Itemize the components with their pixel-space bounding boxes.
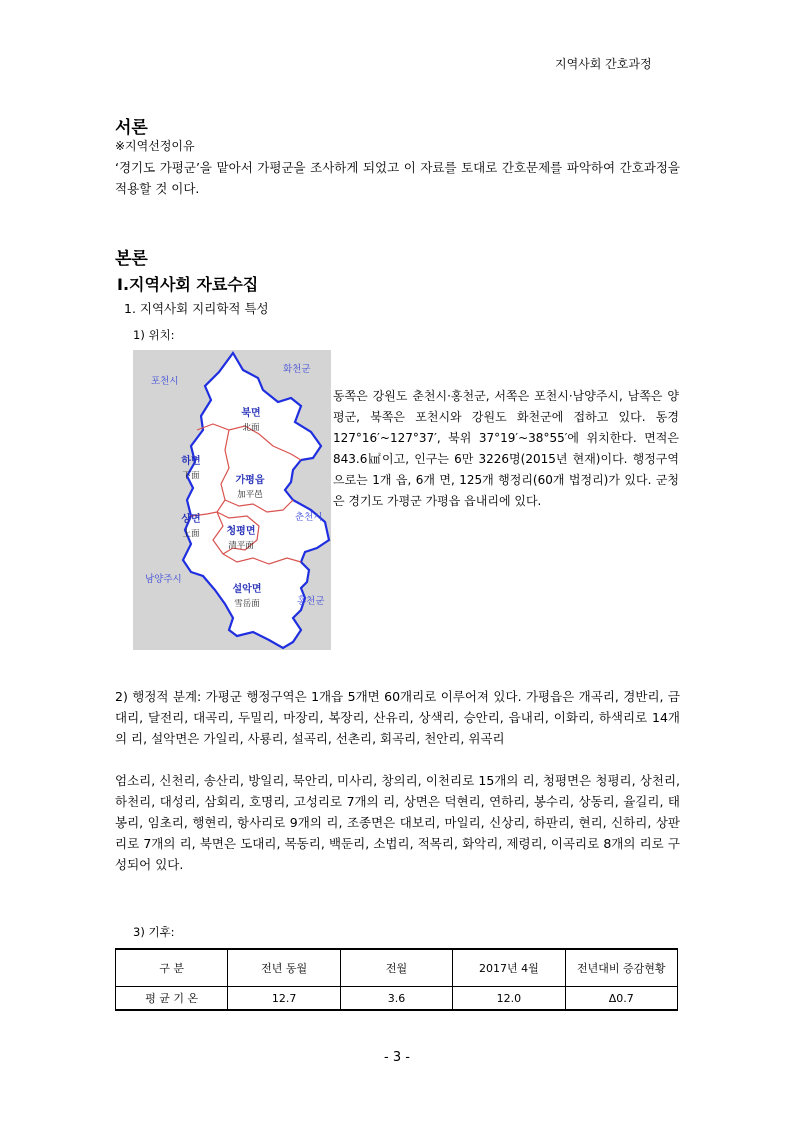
climate-label: 3) 기후: <box>133 925 175 939</box>
hanja-cheongpyeong: 清平面 <box>228 541 254 551</box>
table-cell: 12.7 <box>228 987 340 1011</box>
climate-table-wrap <box>115 948 678 1011</box>
table-cell: 12.0 <box>453 987 565 1011</box>
label-hongcheon: 홍천군 <box>297 596 325 607</box>
table-header-row <box>116 949 678 987</box>
hanja-gapyeongeup: 加平邑 <box>237 490 263 500</box>
district-hamyeon: 하면 <box>181 456 201 467</box>
table-cell: Δ0.7 <box>565 987 677 1011</box>
admin-paragraph-1: 2) 행정적 분계: 가평군 행정구역은 1개읍 5개면 60개리로 이루어져 있다. 가평읍은 개곡리, 경반리, 금대리, 달전리, 대곡리, 두밀리, 마장리, 복장리, 산유리, 상색리, 승안리, 읍내리, 이화리, 하색리로 14개의 리, 설악면은 가일리, 사룡리, 설곡리, 선촌리, 회곡리, 천안리, 위곡리 <box>115 689 680 746</box>
subsection-title: 1. 지역사회 지리학적 특성 <box>124 301 269 316</box>
location-label: 1) 위치: <box>133 328 175 342</box>
page-number: - 3 - <box>384 1050 410 1065</box>
table-cell: 3.6 <box>340 987 452 1011</box>
climate-table <box>115 948 678 1011</box>
table-cell: 평 균 기 온 <box>116 987 228 1011</box>
hanja-hamyeon: 下面 <box>182 471 200 481</box>
admin-paragraph-2: 엄소리, 신천리, 송산리, 방일리, 묵안리, 미사리, 창의리, 이천리로 15개의 리, 청평면은 청평리, 상천리, 하천리, 대성리, 삼회리, 호명리, 고성리로 7개의 리, 상면은 덕현리, 연하리, 봉수리, 상동리, 율길리, 태봉리, 임초리, 행현리, 항사리로 9개의 리, 조종면은 대보리, 마일리, 신상리, 하판리, 현리, 신하리, 상판리로 7개의 리, 북면은 도대리, 목동리, 백둔리, 소법리, 적목리, 화악리, 제령리, 이곡리로 8개의 리로 구성되어 있다. <box>115 773 681 872</box>
table-header-cell: 구 분 <box>116 949 228 987</box>
location-text: 동쪽은 강원도 춘천시·홍천군, 서쪽은 포천시·남양주시, 남쪽은 양평군, 북쪽은 포천시와 강원도 화천군에 접하고 있다. 동경 127°16′~127°37′, 북위 37°19′~38°55′에 위치한다. 면적은 843.6㎢이고, 인구는 6만 3226명(2015년 현재)이다. 행정구역으로는 1개 읍, 6개 면, 125개 행정리(60개 법정리)가 있다. 군청은 경기도 가평군 가평읍 읍내리에 있다. <box>333 389 679 508</box>
intro-subheading: ※지역선정이유 <box>115 139 195 153</box>
hanja-bukmyeon: 北面 <box>242 423 260 433</box>
district-gapyeongeup: 가평읍 <box>235 475 265 486</box>
intro-paragraph: ‘경기도 가평군’을 맡아서 가평군을 조사하게 되었고 이 자료를 토대로 간호문제를 파악하여 간호과정을 적용할 것 이다. <box>115 160 680 196</box>
table-header-cell: 2017년 4월 <box>453 949 565 987</box>
label-namyangju: 남양주시 <box>145 574 182 585</box>
running-header: 지역사회 간호과정 <box>555 57 652 71</box>
label-chuncheon: 춘천시 <box>295 512 323 523</box>
district-bukmyeon: 북면 <box>241 408 261 419</box>
district-cheongpyeong: 청평면 <box>226 526 256 537</box>
hanja-sangmyeon: 上面 <box>182 529 200 539</box>
label-hwacheon: 화천군 <box>283 364 311 375</box>
intro-heading: 서론 <box>115 118 148 138</box>
table-header-cell: 전년 동월 <box>228 949 340 987</box>
label-pocheon: 포천시 <box>151 376 179 387</box>
table-header-cell: 전년대비 증감현황 <box>565 949 677 987</box>
district-sangmyeon: 상면 <box>181 514 201 525</box>
table-header-cell: 전월 <box>340 949 452 987</box>
table-row <box>116 987 678 1011</box>
body-heading: 본론 <box>115 249 148 269</box>
section-title: Ⅰ.지역사회 자료수집 <box>117 275 259 294</box>
gapyeong-map <box>133 350 331 650</box>
hanja-seorak: 雪岳面 <box>234 599 260 609</box>
district-seorak: 설악면 <box>232 584 262 595</box>
